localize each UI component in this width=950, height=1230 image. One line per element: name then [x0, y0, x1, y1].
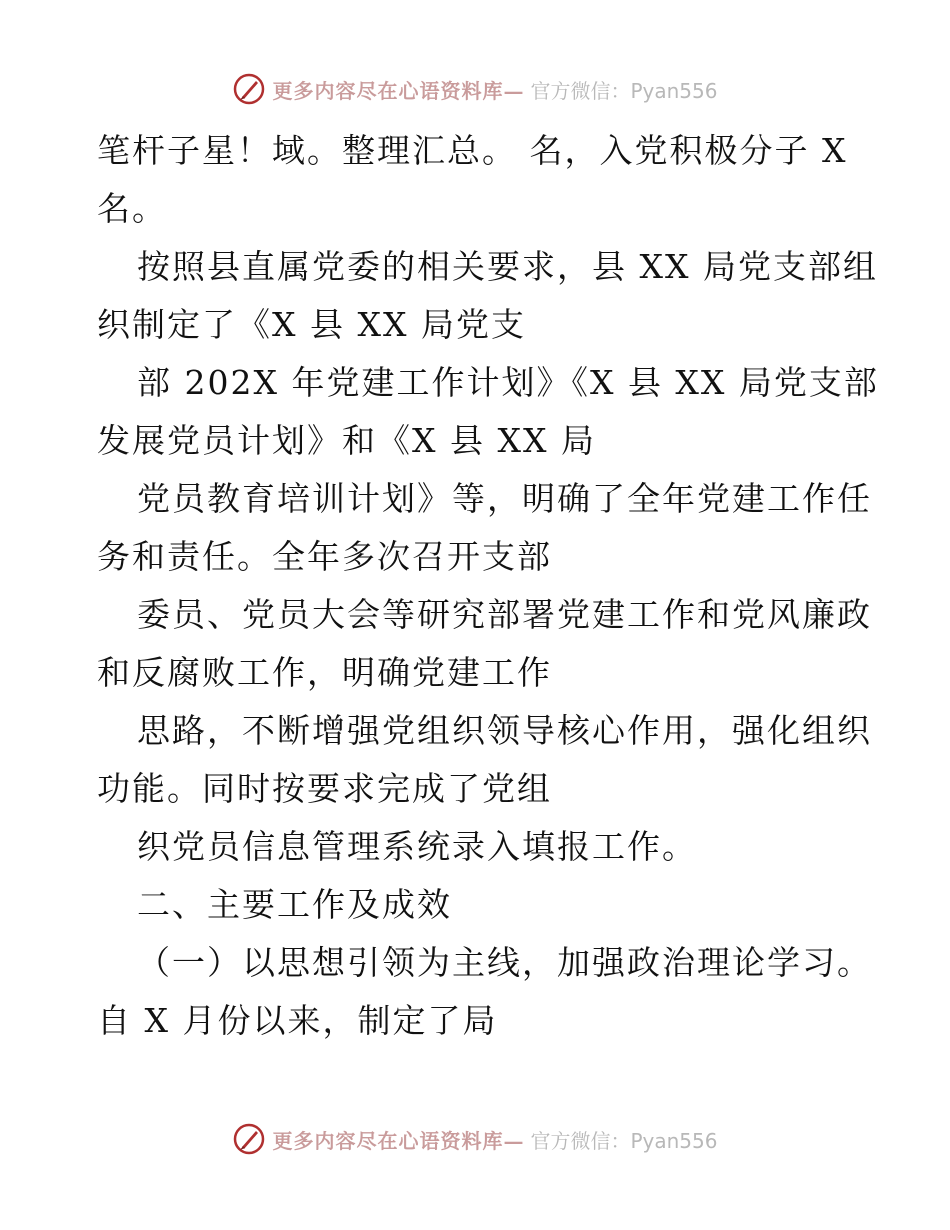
quill-pen-logo-icon — [232, 72, 266, 106]
text-line: 织制定了《X 县 XX 局党支 — [97, 305, 526, 344]
text-line: 委员、党员大会等研究部署党建工作和党风廉政 — [137, 595, 872, 634]
text-line: 按照县直属党委的相关要求，县 XX 局党支部组 — [137, 247, 878, 286]
watermark-footer — [0, 1122, 950, 1156]
quill-pen-logo-icon — [232, 1122, 266, 1156]
text-line: 二、主要工作及成效 — [137, 885, 452, 924]
text-line: 和反腐败工作，明确党建工作 — [97, 653, 552, 692]
text-line: 务和责任。全年多次召开支部 — [97, 537, 552, 576]
text-line: 笔杆子星！域。整理汇总。 名，入党积极分子 X — [97, 131, 848, 170]
document-body — [97, 122, 879, 1050]
watermark-main-text: 更多内容尽在心语资料库— — [272, 78, 525, 103]
text-line: 党员教育培训计划》等，明确了全年党建工作任 — [137, 479, 872, 518]
text-line: 发展党员计划》和《X 县 XX 局 — [97, 421, 596, 460]
watermark-contact-text: 官方微信：Pyan556 — [530, 78, 718, 103]
watermark-contact-text: 官方微信：Pyan556 — [530, 1128, 718, 1153]
text-line: （一）以思想引领为主线，加强政治理论学习。 — [137, 943, 872, 982]
text-line: 功能。同时按要求完成了党组 — [97, 769, 552, 808]
watermark-main-text: 更多内容尽在心语资料库— — [272, 1128, 525, 1153]
watermark-header — [0, 72, 950, 106]
text-line: 织党员信息管理系统录入填报工作。 — [137, 827, 697, 866]
text-line: 自 X 月份以来，制定了局 — [97, 1001, 498, 1040]
text-line: 名。 — [97, 189, 167, 228]
text-line: 思路，不断增强党组织领导核心作用，强化组织 — [137, 711, 872, 750]
text-line: 部 202X 年党建工作计划》《X 县 XX 局党支部 — [137, 363, 879, 402]
